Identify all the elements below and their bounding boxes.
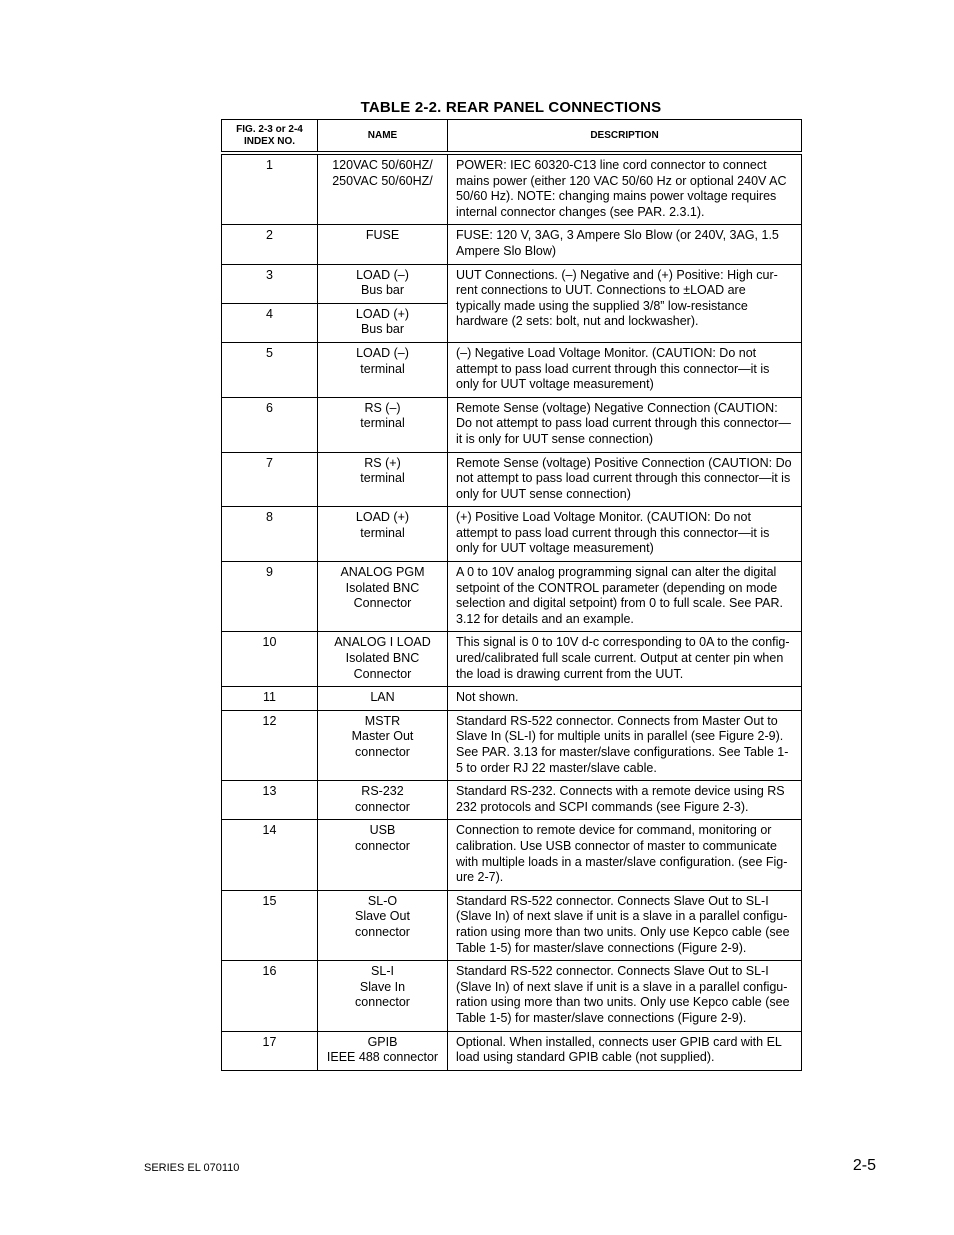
name-line: 250VAC 50/60HZ/: [332, 173, 433, 188]
index-cell: 2: [222, 225, 318, 264]
description-cell: This signal is 0 to 10V d-c corresponding to 0A to the config-ured/calibrated full scale current. Output at center pin when the load is drawing current from the UUT.: [448, 632, 802, 687]
index-cell: 10: [222, 632, 318, 687]
name-cell: [318, 961, 448, 1031]
description-cell: Standard RS-232. Connects with a remote device using RS 232 protocols and SCPI commands (see Figure 2-3).: [448, 781, 802, 820]
name-cell: [318, 781, 448, 820]
table-body: [222, 153, 802, 1070]
name-line: GPIB: [367, 1034, 398, 1049]
name-line: connector: [355, 995, 410, 1010]
index-cell: 4: [222, 303, 318, 342]
name-cell: [318, 687, 448, 711]
index-cell: 5: [222, 342, 318, 397]
name-cell: [318, 153, 448, 225]
index-cell: 7: [222, 452, 318, 507]
footer-series: SERIES EL 070110: [144, 1162, 240, 1174]
name-line: connector: [355, 924, 410, 939]
table-row: [222, 1031, 802, 1070]
table-row: [222, 562, 802, 632]
name-cell: [318, 1031, 448, 1070]
table-title: TABLE 2-2. REAR PANEL CONNECTIONS: [360, 99, 662, 116]
description-cell: POWER: IEC 60320-C13 line cord connector to connect mains power (either 120 VAC 50/60 Hz or optional 240V AC 50/60 Hz). NOTE: changing mains power voltage requires internal connector changes (see PAR. 2.3.1).: [448, 153, 802, 225]
table-row: [222, 632, 802, 687]
page-number: 2-5: [852, 1157, 876, 1174]
index-cell: 9: [222, 562, 318, 632]
index-cell: 17: [222, 1031, 318, 1070]
name-line: RS-232: [361, 784, 404, 799]
name-cell: [318, 820, 448, 890]
name-cell: [318, 303, 448, 342]
index-cell: 3: [222, 264, 318, 303]
name-line: SL-I: [371, 964, 394, 979]
table-row: [222, 687, 802, 711]
description-cell: Remote Sense (voltage) Negative Connection (CAUTION: Do not attempt to pass load current through this connector—it is only for UUT sense connection): [448, 397, 802, 452]
name-line: Slave Out: [355, 909, 410, 924]
name-cell: [318, 710, 448, 780]
name-cell: [318, 397, 448, 452]
description-cell: Not shown.: [448, 687, 802, 711]
name-line: Master Out: [351, 729, 414, 744]
index-cell: 11: [222, 687, 318, 711]
description-cell: (+) Positive Load Voltage Monitor. (CAUTION: Do not attempt to pass load current through this connector—it is only for UUT voltage measurement): [448, 507, 802, 562]
description-cell: Connection to remote device for command, monitoring or calibration. Use USB connector of master to communicate with multiple loads in a master/slave configuration. (see Fig-ure 2-7).: [448, 820, 802, 890]
index-cell: 14: [222, 820, 318, 890]
name-line: terminal: [360, 471, 405, 486]
index-cell: 8: [222, 507, 318, 562]
table-row: [222, 153, 802, 225]
name-line: Bus bar: [360, 322, 405, 337]
name-line: Slave In: [359, 979, 406, 994]
index-cell: 1: [222, 153, 318, 225]
table-row: [222, 710, 802, 780]
name-line: SL-O: [367, 893, 398, 908]
name-line: ANALOG PGM: [340, 565, 425, 580]
name-cell: [318, 507, 448, 562]
name-line: MSTR: [364, 713, 401, 728]
name-cell: [318, 562, 448, 632]
name-line: LOAD (+): [355, 510, 410, 525]
index-cell: 12: [222, 710, 318, 780]
index-cell: 15: [222, 890, 318, 960]
name-line: Connector: [353, 666, 412, 681]
table-header-row: [222, 120, 802, 154]
name-line: Bus bar: [360, 283, 405, 298]
header-index-line1: FIG. 2-3 or 2-4: [236, 123, 303, 135]
name-cell: [318, 890, 448, 960]
header-index-line2: INDEX NO.: [243, 135, 296, 147]
index-cell: 16: [222, 961, 318, 1031]
header-name: NAME: [318, 120, 448, 154]
name-line: LOAD (–): [356, 267, 409, 282]
description-cell: A 0 to 10V analog programming signal can alter the digital setpoint of the CONTROL parameter (depending on mode selection and digital setpoint) from 0 to full scale. See PAR. 3.12 for details and an example.: [448, 562, 802, 632]
table-row: [222, 452, 802, 507]
name-line: terminal: [360, 525, 405, 540]
description-cell: Standard RS-522 connector. Connects from Master Out to Slave In (SL-I) for multiple units in parallel (see Figure 2-9). See PAR. 3.13 for master/slave configurations. See Table 1-5 to order RJ 22 master/slave cable.: [448, 710, 802, 780]
name-line: ANALOG I LOAD: [334, 635, 431, 650]
name-line: USB: [369, 823, 396, 838]
name-line: FUSE: [365, 228, 400, 243]
description-cell: Remote Sense (voltage) Positive Connection (CAUTION: Do not attempt to pass load current through this connector—it is only for UUT sense connection): [448, 452, 802, 507]
description-cell: UUT Connections. (–) Negative and (+) Positive: High cur-rent connections to UUT. Connections to ±LOAD are typically made using the supplied 3/8” low-resistance hardware (2 sets: bolt, nut and lockwasher).: [448, 264, 802, 342]
name-cell: [318, 264, 448, 303]
name-line: connector: [355, 838, 410, 853]
name-line: LOAD (–): [356, 345, 409, 360]
rear-panel-connections-table: [221, 119, 802, 1071]
description-cell: Standard RS-522 connector. Connects Slave Out to SL-I (Slave In) of next slave if unit is a slave in a parallel configu-ration using more than two units. Only use Kepco cable (see Table 1-5) for master/slave connections (Figure 2-9).: [448, 890, 802, 960]
name-cell: [318, 452, 448, 507]
name-line: connector: [355, 799, 410, 814]
name-line: LOAD (+): [355, 306, 410, 321]
name-line: terminal: [360, 361, 405, 376]
name-line: RS (–): [364, 400, 401, 415]
name-line: connector: [355, 745, 410, 759]
table-row: [222, 225, 802, 264]
name-line: LAN: [370, 690, 395, 705]
table-row: [222, 961, 802, 1031]
index-cell: 13: [222, 781, 318, 820]
table-row: [222, 397, 802, 452]
description-cell: Standard RS-522 connector. Connects Slave Out to SL-I (Slave In) of next slave if unit is a slave in a parallel configu-ration using more than two units. Only use Kepco cable (see Table 1-5) for master/slave connections (Figure 2-9).: [448, 961, 802, 1031]
name-line: IEEE 488 connector: [326, 1050, 439, 1065]
description-cell: (–) Negative Load Voltage Monitor. (CAUTION: Do not attempt to pass load current through this connector—it is only for UUT voltage measurement): [448, 342, 802, 397]
table-row: [222, 342, 802, 397]
table-row: [222, 781, 802, 820]
description-cell: FUSE: 120 V, 3AG, 3 Ampere Slo Blow (or 240V, 3AG, 1.5 Ampere Slo Blow): [448, 225, 802, 264]
table-row: [222, 507, 802, 562]
name-cell: [318, 342, 448, 397]
name-line: Isolated BNC: [345, 580, 420, 595]
table-row: [222, 820, 802, 890]
header-description: DESCRIPTION: [448, 120, 802, 154]
name-line: terminal: [360, 416, 405, 431]
table-row: [222, 890, 802, 960]
name-line: Isolated BNC: [345, 651, 420, 666]
description-cell: Optional. When installed, connects user GPIB card with EL load using standard GPIB cable (not supplied).: [448, 1031, 802, 1070]
name-cell: [318, 225, 448, 264]
header-index: [222, 120, 318, 154]
name-line: RS (+): [364, 455, 401, 470]
name-line: Connector: [353, 596, 412, 611]
index-cell: 6: [222, 397, 318, 452]
name-line: 120VAC 50/60HZ/: [332, 158, 433, 172]
name-cell: [318, 632, 448, 687]
table-row: [222, 264, 802, 303]
